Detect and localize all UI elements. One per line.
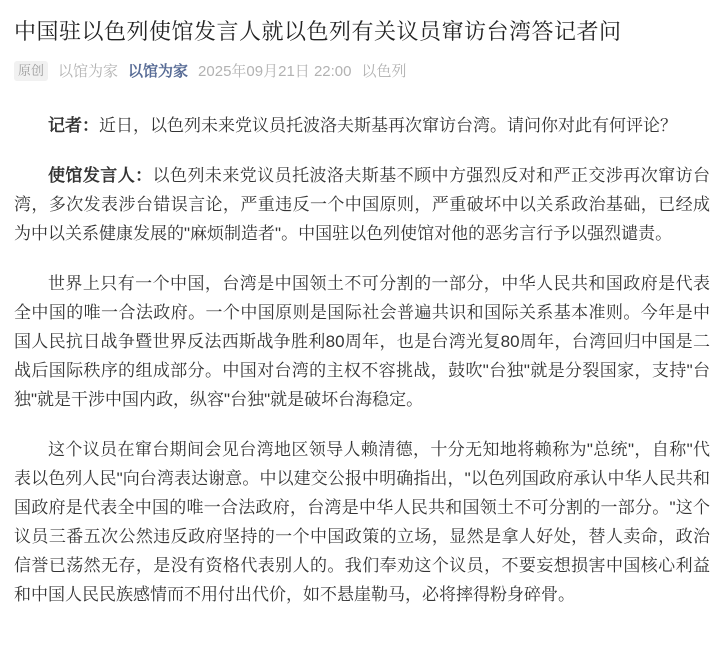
paragraph-reporter-question [14,111,710,140]
paragraph-lead: 记者： [48,116,99,135]
paragraph-spokesperson-answer [14,161,710,248]
paragraph-text: 以色列未来党议员托波洛夫斯基不顾中方强烈反对和严正交涉再次窜访台湾，多次发表涉台错误言论，严重违反一个中国原则，严重破坏中以关系政治基础，已经成为中以关系健康发展的"麻烦制造者"。中国驻以色列使馆对他的恶劣言行予以强烈谴责。 [14,166,711,243]
paragraph-one-china-principle [14,269,710,414]
paragraph-lead: 使馆发言人： [48,166,153,185]
paragraph-condemnation [14,435,710,609]
article-meta [14,60,710,81]
paragraph-text: 近日，以色列未来党议员托波洛夫斯基再次窜访台湾。请问你对此有何评论？ [99,116,677,135]
page-title: 中国驻以色列使馆发言人就以色列有关议员窜访台湾答记者问 [14,19,622,44]
account-name-link[interactable]: 以馆为家 [128,63,189,80]
paragraph-text: 这个议员在窜台期间会见台湾地区领导人赖清德，十分无知地将赖称为"总统"，自称"代表以色列人民"向台湾表达谢意。中以建交公报中明确指出，"以色列国政府承认中华人民共和国政府是代表全中国的唯一合法政府，台湾是中华人民共和国领土不可分割的一部分。"这个议员三番五次公然违反政府坚持的一个中国政策的立场，显然是拿人好处，替人卖命，政治信誉已荡然无存，是没有资格代表别人的。我们奉劝这个议员，不要妄想损害中国核心利益和中国人民民族感情而不用付出代价，如不悬崖勒马，必将摔得粉身碎骨。 [14,440,710,604]
original-badge: 原创 [14,61,48,81]
paragraph-text: 世界上只有一个中国，台湾是中国领土不可分割的一部分，中华人民共和国政府是代表全中国的唯一合法政府。一个中国原则是国际社会普遍共识和国际关系基本准则。今年是中国人民抗日战争暨世界反法西斯战争胜利80周年，也是台湾光复80周年，台湾回归中国是二战后国际秩序的组成部分。中国对台湾的主权不容挑战，鼓吹"台独"就是分裂国家，支持"台独"就是干涉中国内政，纵容"台独"就是破坏台海稳定。 [14,274,710,409]
publish-datetime: 2025年09月21日 22:00 [198,63,352,80]
article-body [14,111,710,609]
author-name: 以馆为家 [58,63,119,80]
publish-location: 以色列 [361,63,407,80]
